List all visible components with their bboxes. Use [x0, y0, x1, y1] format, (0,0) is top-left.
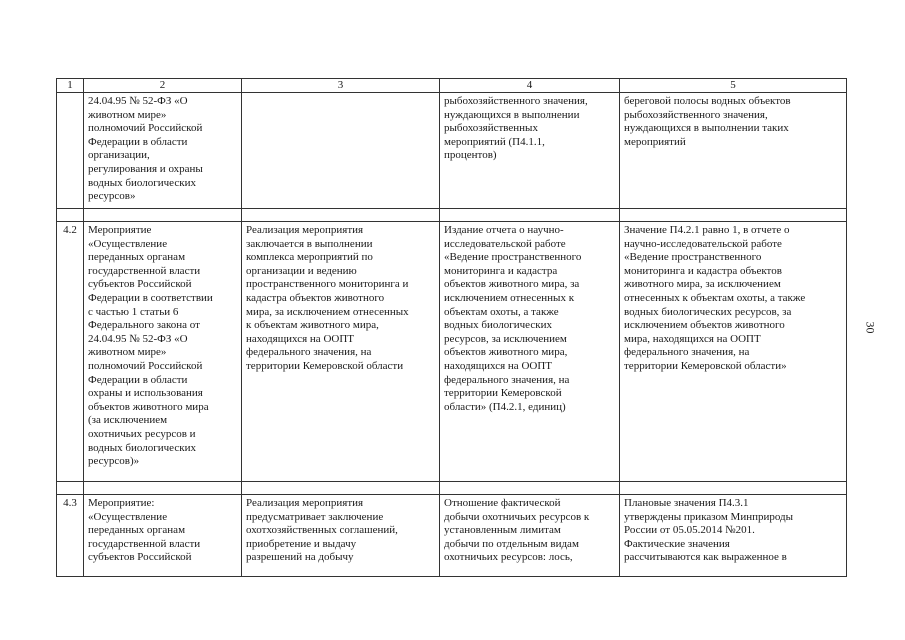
header-col-2: 2: [84, 79, 242, 93]
row-number: 4.2: [57, 222, 84, 482]
header-col-5: 5: [620, 79, 847, 93]
table-row: [57, 93, 847, 209]
page-number: 30: [863, 321, 878, 334]
header-col-1: 1: [57, 79, 84, 93]
table-row: [57, 495, 847, 577]
table-row: [57, 222, 847, 482]
document-table: [56, 78, 847, 577]
event-description-cell: Реализация мероприятия заключается в выполнении комплекса мероприятий по организации и ведению пространственного мониторинга и кадастра объектов животного мира, за исключением отнесенных к объектам животного мира, находящихся на ООПТ федерального значения, на территории Кемеровской области: [242, 222, 440, 482]
event-description-cell: Реализация мероприятия предусматривает заключение охотхозяйственных соглашений, приобретение и выдачу разрешений на добычу: [242, 495, 440, 577]
event-name-cell: Мероприятие «Осуществление переданных органам государственной власти субъектов Российской Федерации в соответствии с частью 1 статьи 6 Федерального закона от 24.04.95 № 52-ФЗ «О животном мире» полномочий Российской Федерации в области охраны и использования объектов животного мира (за исключением охотничьих ресурсов и водных биологических ресурсов)»: [84, 222, 242, 482]
expected-result-cell: Значение П4.2.1 равно 1, в отчете о научно-исследовательской работе «Ведение пространственного мониторинга и кадастра объектов животного мира, за исключением отнесенных к объектам охоты, а также водных биологических ресурсов, за исключением объектов животного мира, находящихся на ООПТ федерального значения, на территории Кемеровской области»: [620, 222, 847, 482]
header-row: [57, 79, 847, 93]
row-spacer: [57, 209, 847, 222]
event-name-cell: 24.04.95 № 52-ФЗ «О животном мире» полномочий Российской Федерации в области организации, регулирования и охраны водных биологических ресурсов»: [84, 93, 242, 209]
indicator-cell: рыбохозяйственного значения, нуждающихся в выполнении рыбохозяйственных мероприятий (П4.1.1, процентов): [440, 93, 620, 209]
expected-result-cell: Плановые значения П4.3.1 утверждены приказом Минприроды России от 05.05.2014 №201. Фактические значения рассчитываются как выраженное в: [620, 495, 847, 577]
row-spacer: [57, 482, 847, 495]
expected-result-cell: береговой полосы водных объектов рыбохозяйственного значения, нуждающихся в выполнении таких мероприятий: [620, 93, 847, 209]
row-number: 4.3: [57, 495, 84, 577]
header-col-3: 3: [242, 79, 440, 93]
row-number: [57, 93, 84, 209]
event-name-cell: Мероприятие: «Осуществление переданных органам государственной власти субъектов Российской: [84, 495, 242, 577]
event-description-cell: [242, 93, 440, 209]
header-col-4: 4: [440, 79, 620, 93]
indicator-cell: Издание отчета о научно- исследовательской работе «Ведение пространственного мониторинга и кадастра объектов животного мира, за исключением отнесенных к объектам охоты, а также водных биологических ресурсов, за исключением объектов животного мира, находящихся на ООПТ федерального значения, на территории Кемеровской области» (П4.2.1, единиц): [440, 222, 620, 482]
indicator-cell: Отношение фактической добычи охотничьих ресурсов к установленным лимитам добычи по отдельным видам охотничьих ресурсов: лось,: [440, 495, 620, 577]
